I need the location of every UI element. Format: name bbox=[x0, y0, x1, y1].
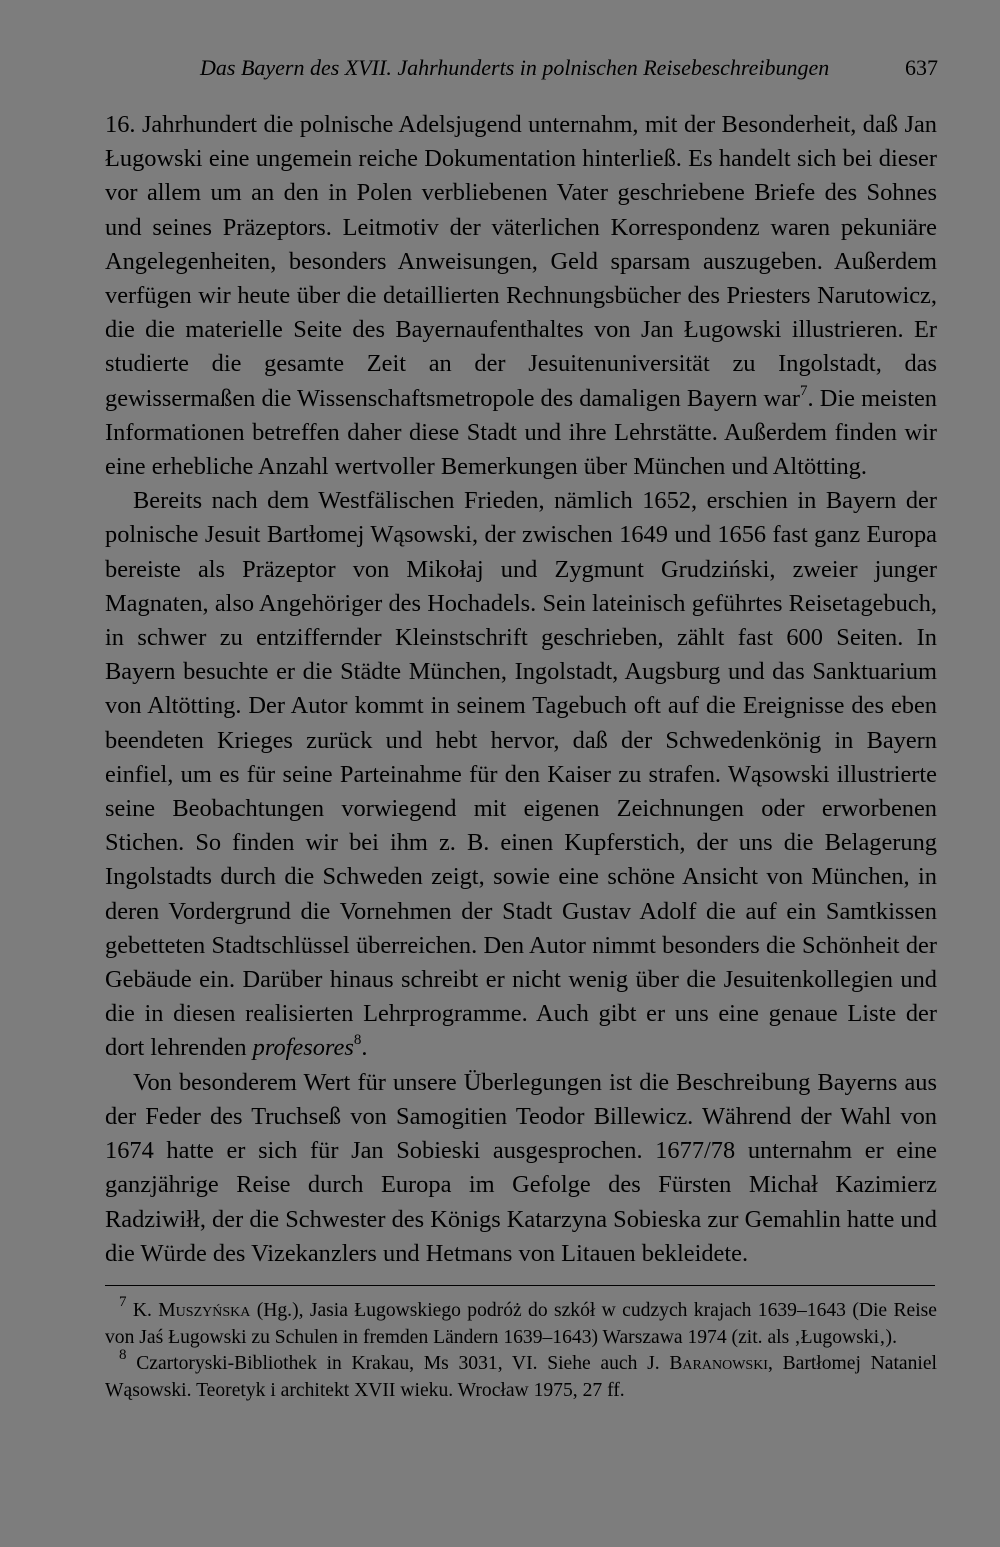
footnote-8-author: Baranowski bbox=[669, 1353, 768, 1374]
running-header bbox=[200, 48, 940, 88]
paragraph-2-tail: . bbox=[361, 1034, 368, 1062]
paragraph-1-text: 16. Jahrhundert die polnische Adelsjugend unternahm, mit der Besonderheit, daß Jan Ługowski eine ungemein reiche Dokumentation hinterließ. Es handelt sich bei dieser vor allem um an den in Polen verbliebenen Vater geschriebene Briefe des Sohnes und seines Präzeptors. Leitmotiv der väterlichen Korrespondenz waren pekuniäre Angelegenheiten, besonders Anweisungen, Geld sparsam auszugeben. Außerdem verfügen wir heute über die detaillierten Rechnungsbücher des Priesters Narutowicz, die die materielle Seite des Bayernaufenthaltes von Jan Ługowski illustrieren. Er studierte die gesamte Zeit an der Jesuitenuniversität zu Ingolstadt, das gewissermaßen die Wissenschaftsmetropole des damaligen Bayern war bbox=[105, 111, 937, 412]
running-title: Das Bayern des XVII. Jahrhunderts in polnischen Reisebeschreibungen bbox=[200, 55, 830, 80]
paragraph-1 bbox=[105, 108, 937, 484]
paragraph-2-text: Bereits nach dem Westfälischen Frieden, nämlich 1652, erschien in Bayern der polnische Jesuit Bartłomej Wąsowski, der zwischen 1649 und 1656 fast ganz Europa bereiste als Präzeptor von Mikołaj und Zygmunt Grudziński, zweier junger Magnaten, also Angehöriger des Hochadels. Sein lateinisch geführtes Reisetagebuch, in schwer zu entziffernder Kleinstschrift geschrieben, zählt fast 600 Seiten. In Bayern besuchte er die Städte München, Ingolstadt, Augsburg und das Sanktuarium von Altötting. Der Autor kommt in seinem Tagebuch oft auf die Ereignisse des eben beendeten Krieges zurück und hebt hervor, daß der Schwedenkönig in Bayern einfiel, um es für seine Parteinahme für den Kaiser zu strafen. Wąsowski illustrierte seine Beobachtungen vorwiegend mit eigenen Zeichnungen oder erworbenen Stichen. So finden wir bei ihm z. B. einen Kupferstich, der uns die Belagerung Ingolstadts durch die Schweden zeigt, sowie eine schöne Ansicht von München, in deren Vordergrund die Vornehmen der Stadt Gustav Adolf die auf ein Samtkissen gebetteten Stadtschlüssel überreichen. Den Autor nimmt besonders die Schönheit der Gebäude ein. Darüber hinaus schreibt er nicht wenig über die Jesuitenkollegien und die in diesen realisierten Lehrprogramme. Auch gibt er uns eine genaue Liste der dort lehrenden bbox=[105, 487, 937, 1062]
footnote-8-pre: Czartoryski-Bibliothek in Krakau, Ms 3031, VI. Siehe auch J. bbox=[126, 1353, 670, 1374]
footnote-marker-8: 8 bbox=[119, 1347, 127, 1364]
footnote-ref-7[interactable]: 7 bbox=[800, 382, 808, 399]
footnote-marker-7: 7 bbox=[119, 1294, 127, 1311]
footnote-7-author: K. Muszyńska bbox=[132, 1300, 251, 1321]
footnote-separator bbox=[105, 1285, 935, 1286]
paragraph-1-tail: . Die meisten Informationen betreffen daher diese Stadt und ihre Lehrstätte. Außerdem finden wir eine erhebliche Anzahl wertvoller Bemerkungen über München und Altötting. bbox=[105, 384, 937, 481]
footnotes bbox=[105, 1294, 938, 1404]
footnote-7-text: (Hg.), Jasia Ługowskiego podróż do szkół w cudzych krajach 1639–1643 (Die Reise von Jaś Ługowski zu Schulen in fremden Ländern 1639–1643) Warszawa 1974 (zit. als ‚Ługowski‚). bbox=[105, 1300, 938, 1348]
footnote-ref-8[interactable]: 8 bbox=[353, 1032, 362, 1049]
paragraph-2 bbox=[105, 484, 937, 1065]
paragraph-2-italic-term: profesores bbox=[252, 1034, 354, 1062]
footnote-7 bbox=[105, 1294, 938, 1351]
main-text bbox=[105, 108, 937, 1271]
footnote-8-text: , Bartłomej Nataniel Wąsowski. Teoretyk i architekt XVII wieku. Wrocław 1975, 27 ff. bbox=[105, 1353, 937, 1401]
page-number: 637 bbox=[905, 55, 938, 80]
paragraph-3-text: Von besonderem Wert für unsere Überlegungen ist die Beschreibung Bayerns aus der Feder des Truchseß von Samogitien Teodor Billewicz. Während der Wahl von 1674 hatte er sich für Jan Sobieski ausgesprochen. 1677/78 unternahm er eine ganzjährige Reise durch Europa im Gefolge des Fürsten Michał Kazimierz Radziwiłł, der die Schwester des Königs Katarzyna Sobieska zur Gemahlin hatte und die Würde des Vizekanzlers und Hetmans von Litauen bekleidete. bbox=[105, 1068, 937, 1267]
paragraph-3 bbox=[105, 1066, 937, 1271]
footnote-8 bbox=[105, 1347, 937, 1404]
